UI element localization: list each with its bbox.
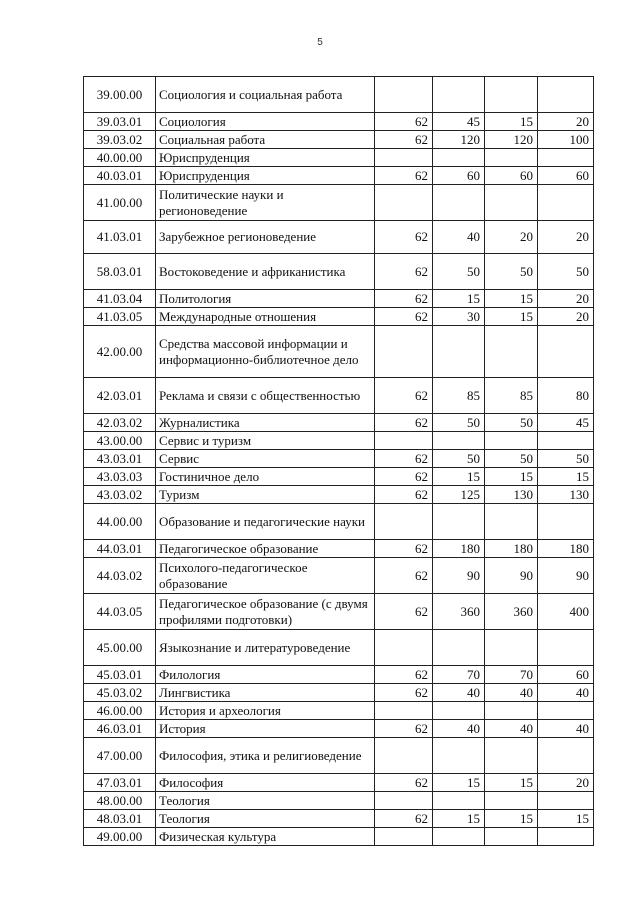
cell-code: 41.03.01 bbox=[84, 221, 156, 254]
cell-code: 40.00.00 bbox=[84, 149, 156, 167]
table-row bbox=[84, 450, 594, 468]
cell-name: Педагогическое образование bbox=[156, 540, 375, 558]
cell-value-3: 180 bbox=[485, 540, 538, 558]
cell-value-4: 180 bbox=[538, 540, 594, 558]
cell-value-3: 360 bbox=[485, 594, 538, 630]
cell-value-2 bbox=[433, 702, 485, 720]
table-row bbox=[84, 326, 594, 378]
cell-value-4 bbox=[538, 738, 594, 774]
cell-value-2: 50 bbox=[433, 254, 485, 290]
table-row bbox=[84, 131, 594, 149]
table-row bbox=[84, 774, 594, 792]
cell-value-3: 85 bbox=[485, 378, 538, 414]
cell-value-2 bbox=[433, 185, 485, 221]
table-row bbox=[84, 468, 594, 486]
table-row bbox=[84, 149, 594, 167]
cell-code: 41.03.04 bbox=[84, 290, 156, 308]
cell-value-4: 20 bbox=[538, 113, 594, 131]
cell-value-2: 45 bbox=[433, 113, 485, 131]
cell-name: Юриспруденция bbox=[156, 149, 375, 167]
cell-code: 39.00.00 bbox=[84, 77, 156, 113]
table-body bbox=[84, 77, 594, 846]
cell-value-1: 62 bbox=[375, 254, 433, 290]
cell-value-1: 62 bbox=[375, 594, 433, 630]
table-row bbox=[84, 113, 594, 131]
table-row bbox=[84, 167, 594, 185]
cell-value-4: 130 bbox=[538, 486, 594, 504]
cell-value-2 bbox=[433, 432, 485, 450]
table-row bbox=[84, 77, 594, 113]
cell-value-1: 62 bbox=[375, 167, 433, 185]
cell-name: Теология bbox=[156, 810, 375, 828]
cell-value-4: 80 bbox=[538, 378, 594, 414]
cell-name: Языкознание и литературоведение bbox=[156, 630, 375, 666]
cell-value-1 bbox=[375, 185, 433, 221]
cell-name: Гостиничное дело bbox=[156, 468, 375, 486]
cell-code: 44.03.01 bbox=[84, 540, 156, 558]
cell-name: Журналистика bbox=[156, 414, 375, 432]
table-row bbox=[84, 504, 594, 540]
cell-value-4: 15 bbox=[538, 468, 594, 486]
cell-name: Юриспруденция bbox=[156, 167, 375, 185]
cell-value-3: 130 bbox=[485, 486, 538, 504]
cell-value-1: 62 bbox=[375, 414, 433, 432]
cell-value-2: 15 bbox=[433, 468, 485, 486]
cell-name: История и археология bbox=[156, 702, 375, 720]
cell-value-3 bbox=[485, 185, 538, 221]
cell-name: Психолого-педагогическое образование bbox=[156, 558, 375, 594]
cell-value-1: 62 bbox=[375, 810, 433, 828]
cell-value-1 bbox=[375, 702, 433, 720]
cell-value-3 bbox=[485, 738, 538, 774]
cell-value-3: 90 bbox=[485, 558, 538, 594]
cell-value-3: 15 bbox=[485, 468, 538, 486]
cell-value-3: 15 bbox=[485, 290, 538, 308]
cell-value-4 bbox=[538, 630, 594, 666]
cell-code: 48.03.01 bbox=[84, 810, 156, 828]
cell-value-2: 15 bbox=[433, 810, 485, 828]
cell-value-4: 100 bbox=[538, 131, 594, 149]
table-row bbox=[84, 540, 594, 558]
cell-value-3: 50 bbox=[485, 450, 538, 468]
table-row bbox=[84, 594, 594, 630]
cell-value-2: 125 bbox=[433, 486, 485, 504]
cell-name: Реклама и связи с общественностью bbox=[156, 378, 375, 414]
cell-code: 39.03.02 bbox=[84, 131, 156, 149]
cell-value-2: 70 bbox=[433, 666, 485, 684]
cell-value-4: 50 bbox=[538, 450, 594, 468]
cell-value-3 bbox=[485, 630, 538, 666]
cell-name: Лингвистика bbox=[156, 684, 375, 702]
cell-value-2 bbox=[433, 77, 485, 113]
cell-value-2: 40 bbox=[433, 720, 485, 738]
table-row bbox=[84, 666, 594, 684]
cell-value-1: 62 bbox=[375, 720, 433, 738]
cell-value-4: 15 bbox=[538, 810, 594, 828]
cell-value-2: 180 bbox=[433, 540, 485, 558]
cell-value-1 bbox=[375, 504, 433, 540]
cell-value-1 bbox=[375, 432, 433, 450]
cell-value-3 bbox=[485, 432, 538, 450]
cell-code: 45.03.02 bbox=[84, 684, 156, 702]
cell-value-2: 15 bbox=[433, 290, 485, 308]
cell-value-1 bbox=[375, 792, 433, 810]
cell-name: Политические науки и регионоведение bbox=[156, 185, 375, 221]
cell-name: Философия, этика и религиоведение bbox=[156, 738, 375, 774]
cell-value-2: 40 bbox=[433, 684, 485, 702]
table-row bbox=[84, 486, 594, 504]
cell-code: 40.03.01 bbox=[84, 167, 156, 185]
table-row bbox=[84, 792, 594, 810]
cell-value-3: 50 bbox=[485, 254, 538, 290]
cell-value-1 bbox=[375, 326, 433, 378]
cell-code: 44.03.05 bbox=[84, 594, 156, 630]
table-row bbox=[84, 290, 594, 308]
cell-value-4 bbox=[538, 77, 594, 113]
cell-name: Образование и педагогические науки bbox=[156, 504, 375, 540]
table-row bbox=[84, 720, 594, 738]
cell-name: Социология и социальная работа bbox=[156, 77, 375, 113]
cell-code: 42.03.01 bbox=[84, 378, 156, 414]
cell-value-3: 70 bbox=[485, 666, 538, 684]
cell-value-3 bbox=[485, 326, 538, 378]
cell-value-1: 62 bbox=[375, 540, 433, 558]
cell-value-2 bbox=[433, 630, 485, 666]
cell-value-1 bbox=[375, 828, 433, 846]
cell-value-1: 62 bbox=[375, 113, 433, 131]
cell-value-3 bbox=[485, 504, 538, 540]
cell-value-4: 45 bbox=[538, 414, 594, 432]
cell-value-1: 62 bbox=[375, 468, 433, 486]
cell-value-4: 90 bbox=[538, 558, 594, 594]
table-row bbox=[84, 414, 594, 432]
cell-value-2: 50 bbox=[433, 414, 485, 432]
cell-value-2: 50 bbox=[433, 450, 485, 468]
cell-value-1: 62 bbox=[375, 774, 433, 792]
cell-value-2 bbox=[433, 504, 485, 540]
cell-name: Филология bbox=[156, 666, 375, 684]
cell-value-3: 15 bbox=[485, 810, 538, 828]
table-row bbox=[84, 185, 594, 221]
cell-value-1: 62 bbox=[375, 558, 433, 594]
cell-value-4: 20 bbox=[538, 290, 594, 308]
table-row bbox=[84, 432, 594, 450]
cell-value-1: 62 bbox=[375, 666, 433, 684]
cell-value-3 bbox=[485, 828, 538, 846]
cell-code: 46.00.00 bbox=[84, 702, 156, 720]
cell-value-4 bbox=[538, 326, 594, 378]
cell-code: 39.03.01 bbox=[84, 113, 156, 131]
cell-code: 43.03.03 bbox=[84, 468, 156, 486]
cell-value-4: 20 bbox=[538, 308, 594, 326]
cell-name: Политология bbox=[156, 290, 375, 308]
cell-value-3: 40 bbox=[485, 684, 538, 702]
cell-value-1 bbox=[375, 630, 433, 666]
cell-name: Теология bbox=[156, 792, 375, 810]
cell-value-1: 62 bbox=[375, 290, 433, 308]
cell-value-3: 120 bbox=[485, 131, 538, 149]
cell-name: Средства массовой информации и информационно-библиотечное дело bbox=[156, 326, 375, 378]
cell-value-2: 360 bbox=[433, 594, 485, 630]
cell-value-4: 50 bbox=[538, 254, 594, 290]
table-row bbox=[84, 828, 594, 846]
cell-value-2: 85 bbox=[433, 378, 485, 414]
cell-value-2: 40 bbox=[433, 221, 485, 254]
specialties-table bbox=[83, 76, 594, 846]
cell-value-3: 15 bbox=[485, 113, 538, 131]
cell-value-2 bbox=[433, 149, 485, 167]
cell-value-4: 20 bbox=[538, 774, 594, 792]
cell-code: 48.00.00 bbox=[84, 792, 156, 810]
cell-value-2: 90 bbox=[433, 558, 485, 594]
cell-name: Туризм bbox=[156, 486, 375, 504]
cell-code: 41.03.05 bbox=[84, 308, 156, 326]
cell-value-3: 20 bbox=[485, 221, 538, 254]
cell-value-3 bbox=[485, 792, 538, 810]
cell-value-1: 62 bbox=[375, 221, 433, 254]
cell-value-3: 40 bbox=[485, 720, 538, 738]
cell-code: 41.00.00 bbox=[84, 185, 156, 221]
cell-value-3 bbox=[485, 702, 538, 720]
cell-code: 58.03.01 bbox=[84, 254, 156, 290]
table-row bbox=[84, 738, 594, 774]
cell-name: Сервис bbox=[156, 450, 375, 468]
cell-name: Востоковедение и африканистика bbox=[156, 254, 375, 290]
cell-value-1: 62 bbox=[375, 378, 433, 414]
cell-value-3 bbox=[485, 77, 538, 113]
table-row bbox=[84, 702, 594, 720]
cell-value-3: 50 bbox=[485, 414, 538, 432]
cell-name: Социальная работа bbox=[156, 131, 375, 149]
cell-value-1: 62 bbox=[375, 131, 433, 149]
cell-name: Международные отношения bbox=[156, 308, 375, 326]
cell-value-2: 15 bbox=[433, 774, 485, 792]
cell-value-1: 62 bbox=[375, 684, 433, 702]
cell-value-4: 40 bbox=[538, 684, 594, 702]
cell-value-4: 20 bbox=[538, 221, 594, 254]
cell-value-1: 62 bbox=[375, 486, 433, 504]
cell-name: История bbox=[156, 720, 375, 738]
cell-value-4 bbox=[538, 185, 594, 221]
cell-value-2: 60 bbox=[433, 167, 485, 185]
cell-value-4 bbox=[538, 792, 594, 810]
table-row bbox=[84, 558, 594, 594]
cell-value-4 bbox=[538, 702, 594, 720]
cell-value-3: 15 bbox=[485, 308, 538, 326]
table-row bbox=[84, 630, 594, 666]
cell-name: Зарубежное регионоведение bbox=[156, 221, 375, 254]
cell-value-2 bbox=[433, 792, 485, 810]
cell-value-4 bbox=[538, 432, 594, 450]
cell-value-4 bbox=[538, 828, 594, 846]
table-row bbox=[84, 378, 594, 414]
cell-name: Философия bbox=[156, 774, 375, 792]
page-number: 5 bbox=[317, 37, 323, 48]
cell-code: 47.00.00 bbox=[84, 738, 156, 774]
cell-value-4: 60 bbox=[538, 167, 594, 185]
table-row bbox=[84, 254, 594, 290]
table-row bbox=[84, 308, 594, 326]
cell-code: 44.00.00 bbox=[84, 504, 156, 540]
cell-value-3 bbox=[485, 149, 538, 167]
cell-name: Сервис и туризм bbox=[156, 432, 375, 450]
cell-code: 43.03.02 bbox=[84, 486, 156, 504]
cell-value-2 bbox=[433, 828, 485, 846]
cell-name: Физическая культура bbox=[156, 828, 375, 846]
table-row bbox=[84, 221, 594, 254]
cell-value-4 bbox=[538, 504, 594, 540]
cell-value-4: 40 bbox=[538, 720, 594, 738]
table-row bbox=[84, 684, 594, 702]
table-row bbox=[84, 810, 594, 828]
cell-value-1 bbox=[375, 149, 433, 167]
cell-value-4: 60 bbox=[538, 666, 594, 684]
cell-code: 47.03.01 bbox=[84, 774, 156, 792]
cell-value-2: 30 bbox=[433, 308, 485, 326]
cell-code: 46.03.01 bbox=[84, 720, 156, 738]
cell-value-3: 15 bbox=[485, 774, 538, 792]
cell-code: 42.00.00 bbox=[84, 326, 156, 378]
cell-code: 45.00.00 bbox=[84, 630, 156, 666]
cell-value-2 bbox=[433, 738, 485, 774]
cell-value-1 bbox=[375, 738, 433, 774]
cell-code: 45.03.01 bbox=[84, 666, 156, 684]
cell-value-4: 400 bbox=[538, 594, 594, 630]
cell-code: 49.00.00 bbox=[84, 828, 156, 846]
cell-value-1: 62 bbox=[375, 450, 433, 468]
cell-name: Педагогическое образование (с двумя профилями подготовки) bbox=[156, 594, 375, 630]
cell-value-4 bbox=[538, 149, 594, 167]
cell-value-2: 120 bbox=[433, 131, 485, 149]
cell-code: 42.03.02 bbox=[84, 414, 156, 432]
cell-code: 44.03.02 bbox=[84, 558, 156, 594]
cell-value-3: 60 bbox=[485, 167, 538, 185]
cell-value-2 bbox=[433, 326, 485, 378]
cell-value-1: 62 bbox=[375, 308, 433, 326]
cell-code: 43.00.00 bbox=[84, 432, 156, 450]
cell-value-1 bbox=[375, 77, 433, 113]
cell-name: Социология bbox=[156, 113, 375, 131]
cell-code: 43.03.01 bbox=[84, 450, 156, 468]
